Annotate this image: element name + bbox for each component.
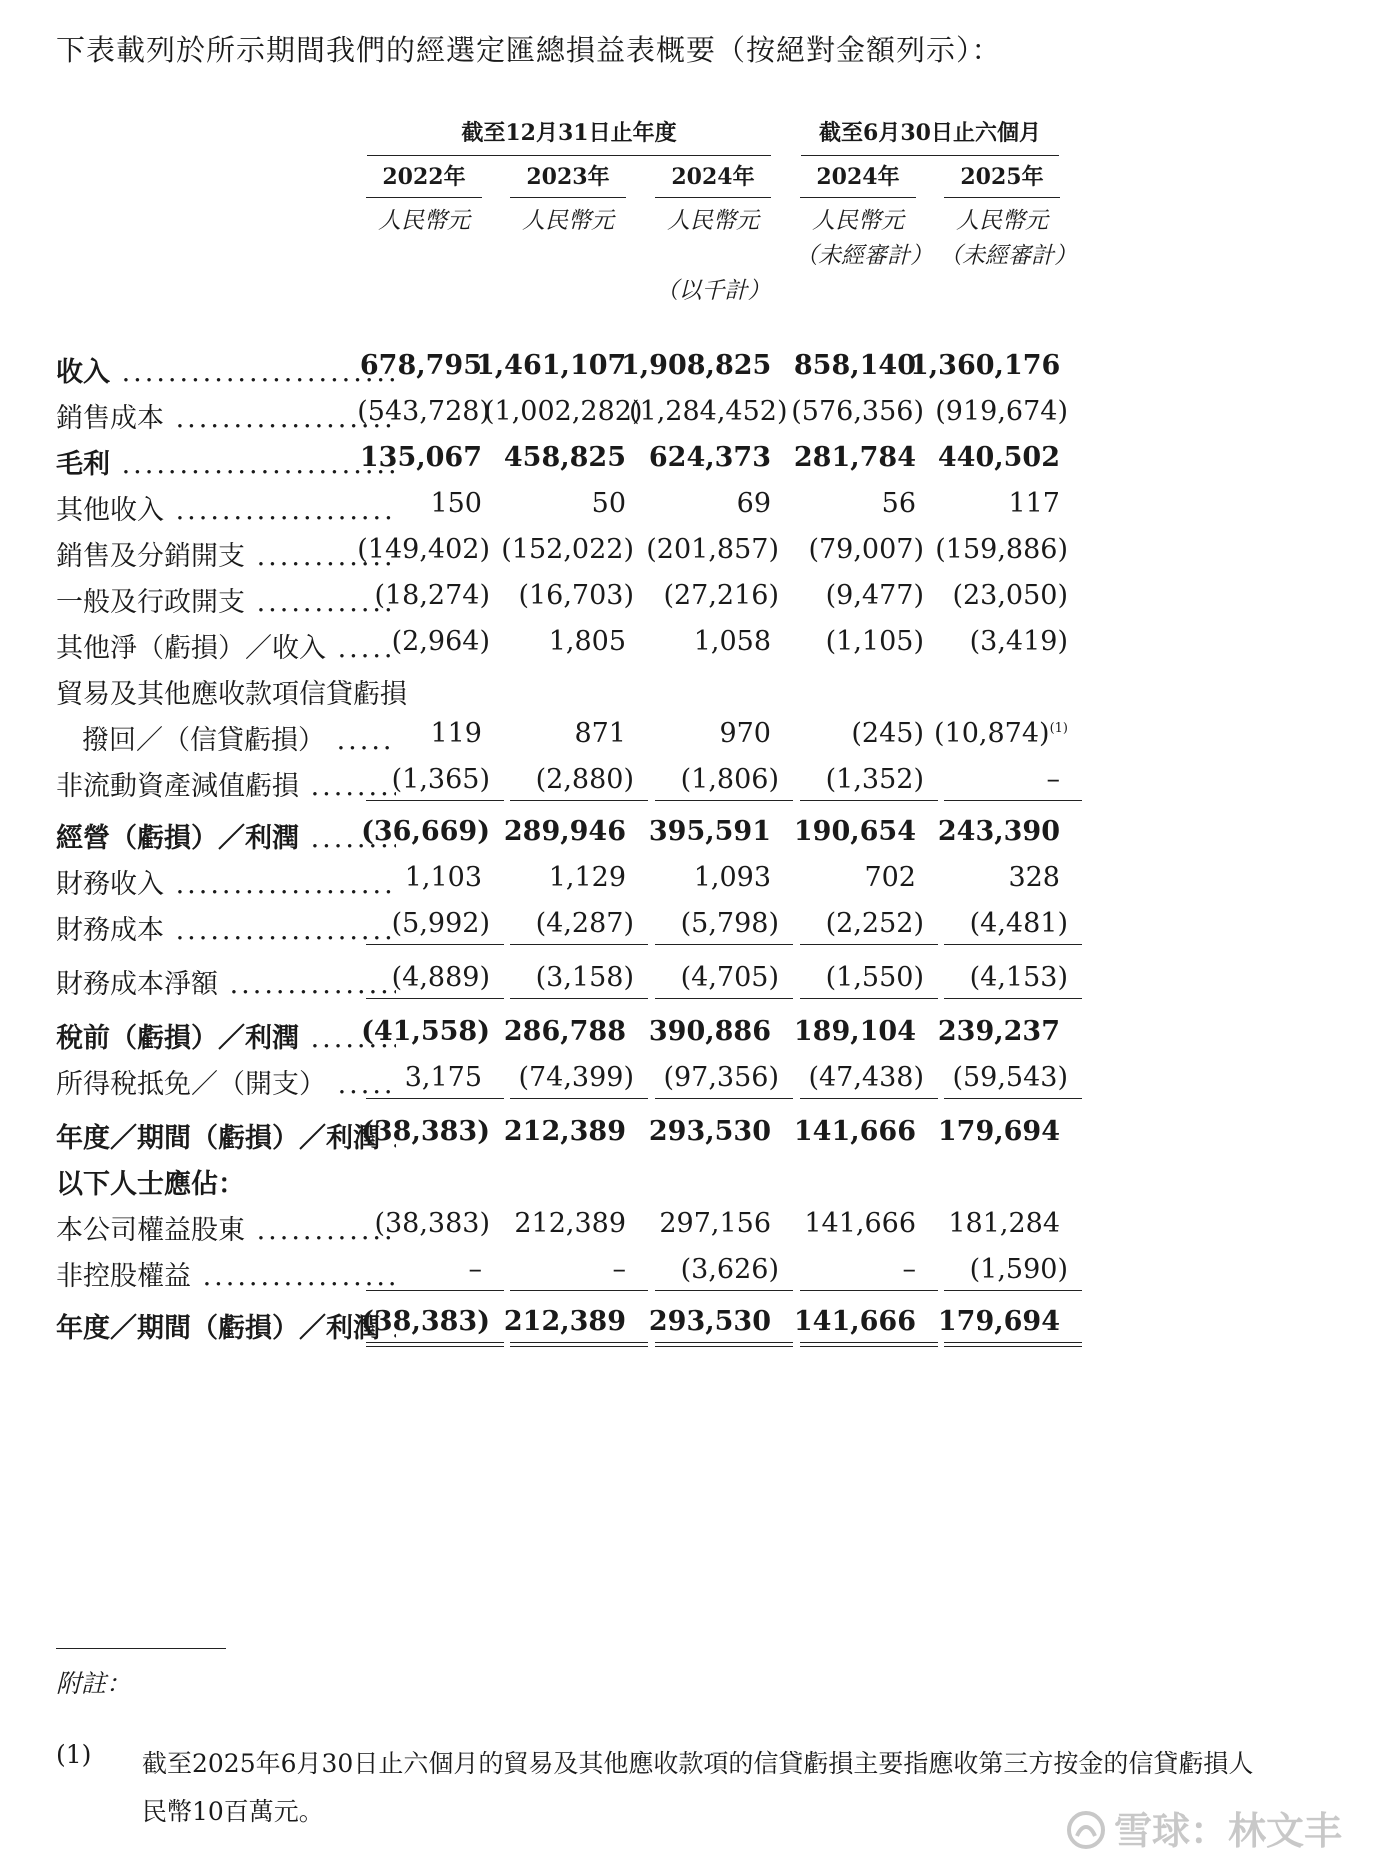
row-value: (27,216) <box>663 580 779 611</box>
row-value: 970 <box>719 718 771 749</box>
footnote-number: (1) <box>56 1740 92 1769</box>
row-label: 毛利 ..... <box>56 442 396 481</box>
row-value: 179,694 <box>937 1306 1060 1337</box>
row-value: (79,007) <box>808 534 924 565</box>
subtotal-rule <box>366 1290 504 1291</box>
header-year: 2024年 <box>800 160 916 198</box>
subtotal-rule <box>655 998 793 999</box>
row-value: 212,389 <box>503 1306 626 1337</box>
header-unaudited: （未經審計） <box>939 243 1077 269</box>
row-value: 289,946 <box>503 816 626 847</box>
row-value: 56 <box>881 488 916 519</box>
subtotal-rule <box>800 1098 938 1099</box>
subtotal-rule <box>366 800 504 801</box>
footnote-rule <box>56 1648 226 1649</box>
row-value: (23,050) <box>952 580 1068 611</box>
row-value: – <box>612 1254 626 1285</box>
header-year: 2024年 <box>655 160 771 198</box>
footnote-marker: (1) <box>1049 721 1068 736</box>
total-double-rule <box>944 1342 1082 1347</box>
subtotal-rule <box>655 944 793 945</box>
row-value: (4,705) <box>680 962 779 993</box>
row-value: 141,666 <box>793 1306 916 1337</box>
subtotal-rule <box>366 998 504 999</box>
subtotal-rule <box>655 1290 793 1291</box>
row-value: (543,728) <box>357 396 490 427</box>
row-value: 1,908,825 <box>621 350 772 381</box>
row-value: 69 <box>736 488 771 519</box>
row-value: (1,550) <box>825 962 924 993</box>
row-value: 702 <box>864 862 916 893</box>
row-value: (3,419) <box>969 626 1068 657</box>
row-label: 其他收入 ..... <box>56 488 396 527</box>
subtotal-rule <box>510 800 648 801</box>
row-value: (36,669) <box>361 816 490 847</box>
row-value: (576,356) <box>791 396 924 427</box>
row-value: 181,284 <box>948 1208 1060 1239</box>
header-currency: 人民幣元 <box>378 208 470 234</box>
watermark-site: 雪球 <box>1114 1809 1191 1853</box>
row-label: 財務收入 ..... <box>56 862 396 901</box>
row-label: 收入 ..... <box>56 350 396 389</box>
row-value: 293,530 <box>648 1306 771 1337</box>
row-value: 150 <box>430 488 482 519</box>
subtotal-rule <box>510 998 648 999</box>
row-value: 440,502 <box>937 442 1060 473</box>
row-value: – <box>468 1254 482 1285</box>
row-value: (159,886) <box>935 534 1068 565</box>
row-value: 286,788 <box>503 1016 626 1047</box>
row-label: 其他淨（虧損）／收入 ..... <box>56 626 396 665</box>
row-value: 3,175 <box>404 1062 482 1093</box>
row-value: 281,784 <box>793 442 916 473</box>
row-value: 1,461,107 <box>476 350 627 381</box>
row-label: 銷售成本 ..... <box>56 396 396 435</box>
row-value: 243,390 <box>937 816 1060 847</box>
row-value: 678,795 <box>359 350 482 381</box>
row-value: 190,654 <box>793 816 916 847</box>
row-value: (1,352) <box>825 764 924 795</box>
row-value: (201,857) <box>646 534 779 565</box>
subtotal-rule <box>800 998 938 999</box>
row-value: (74,399) <box>518 1062 634 1093</box>
watermark <box>1066 1800 1342 1855</box>
row-value: (16,703) <box>518 580 634 611</box>
header-currency: 人民幣元 <box>522 208 614 234</box>
subtotal-rule <box>366 944 504 945</box>
row-value: $(10,874)^{(1)}$ <box>934 718 1068 749</box>
subtotal-rule <box>944 998 1082 999</box>
subtotal-rule <box>510 1098 648 1099</box>
total-double-rule <box>366 1342 504 1347</box>
row-label: 本公司權益股東 ..... <box>56 1208 396 1247</box>
row-value: – <box>1046 764 1060 795</box>
row-value: 1,058 <box>693 626 771 657</box>
row-value: (1,002,282) <box>484 396 643 427</box>
row-value: 212,389 <box>514 1208 626 1239</box>
row-label: 財務成本 ..... <box>56 908 396 947</box>
row-value: 1,129 <box>548 862 626 893</box>
row-value: (2,964) <box>391 626 490 657</box>
row-value: 141,666 <box>793 1116 916 1147</box>
row-value: 871 <box>574 718 626 749</box>
row-value: (38,383) <box>374 1208 490 1239</box>
header-year: 2023年 <box>510 160 626 198</box>
row-label: 稅前（虧損）／利潤 ..... <box>56 1016 396 1055</box>
footnote-text: 截至2025年6月30日止六個月的貿易及其他應收款項的信貸虧損主要指應收第三方按金的信貸虧損人民幣10百萬元。 <box>142 1749 1254 1826</box>
row-value: (1,105) <box>825 626 924 657</box>
row-value: 395,591 <box>648 816 771 847</box>
subtotal-rule <box>510 944 648 945</box>
row-label: 經營（虧損）／利潤 ..... <box>56 816 396 855</box>
header-thousands: （以千計） <box>655 278 771 304</box>
row-value: (97,356) <box>663 1062 779 1093</box>
row-value: 189,104 <box>793 1016 916 1047</box>
row-value: 239,237 <box>937 1016 1060 1047</box>
watermark-separator: ： <box>1190 1809 1229 1853</box>
header-year: 2025年 <box>944 160 1060 198</box>
row-value: (4,287) <box>535 908 634 939</box>
row-value: (3,626) <box>680 1254 779 1285</box>
header-currency: 人民幣元 <box>956 208 1048 234</box>
row-value: 135,067 <box>359 442 482 473</box>
subtotal-rule <box>800 944 938 945</box>
row-value: 328 <box>1008 862 1060 893</box>
subtotal-rule <box>655 800 793 801</box>
row-value: (2,252) <box>825 908 924 939</box>
row-label: 非流動資產減值虧損 ..... <box>56 764 396 803</box>
row-label: 銷售及分銷開支 ..... <box>56 534 396 573</box>
row-label: 以下人士應佔： <box>56 1169 245 1200</box>
row-label: 年度／期間（虧損）／利潤 ..... <box>56 1306 396 1345</box>
row-value: 1,360,176 <box>910 350 1061 381</box>
subtotal-rule <box>655 1098 793 1099</box>
row-value: 117 <box>1008 488 1060 519</box>
header-currency: 人民幣元 <box>812 208 904 234</box>
row-value: (18,274) <box>374 580 490 611</box>
subtotal-rule <box>366 1098 504 1099</box>
row-value: 50 <box>591 488 626 519</box>
row-value: (38,383) <box>361 1306 490 1337</box>
subtotal-rule <box>800 1290 938 1291</box>
subtotal-rule <box>944 944 1082 945</box>
row-value: – <box>902 1254 916 1285</box>
total-double-rule <box>800 1342 938 1347</box>
total-double-rule <box>510 1342 648 1347</box>
footnote-heading: 附註： <box>56 1669 132 1698</box>
row-value: 212,389 <box>503 1116 626 1147</box>
watermark-author: 林文丰 <box>1228 1809 1343 1853</box>
row-value: (245) <box>851 718 924 749</box>
total-double-rule <box>655 1342 793 1347</box>
subtotal-rule <box>944 1290 1082 1291</box>
row-value: 390,886 <box>648 1016 771 1047</box>
row-label: 一般及行政開支 ..... <box>56 580 396 619</box>
row-value: 458,825 <box>503 442 626 473</box>
header-group-full-year: 截至12月31日止年度 <box>367 116 771 156</box>
subtotal-rule <box>944 800 1082 801</box>
row-value: 858,140 <box>793 350 916 381</box>
header-year: 2022年 <box>366 160 482 198</box>
row-value: (149,402) <box>357 534 490 565</box>
row-label: 年度／期間（虧損）／利潤 ..... <box>56 1116 396 1155</box>
row-value: (59,543) <box>952 1062 1068 1093</box>
row-value: (1,590) <box>969 1254 1068 1285</box>
intro-text: 下表載列於所示期間我們的經選定匯總損益表概要（按絕對金額列示）： <box>56 33 1002 67</box>
row-value: (1,365) <box>391 764 490 795</box>
row-value: 141,666 <box>804 1208 916 1239</box>
row-value: 179,694 <box>937 1116 1060 1147</box>
row-value: 624,373 <box>648 442 771 473</box>
row-label: 撥回／（信貸虧損） ..... <box>56 718 396 757</box>
header-group-six-months: 截至6月30日止六個月 <box>801 116 1059 156</box>
row-value: (47,438) <box>808 1062 924 1093</box>
row-value: (41,558) <box>361 1016 490 1047</box>
header-currency: 人民幣元 <box>667 208 759 234</box>
row-value: 1,103 <box>404 862 482 893</box>
row-value: (4,481) <box>969 908 1068 939</box>
row-value: (4,153) <box>969 962 1068 993</box>
row-value: (1,284,452) <box>629 396 788 427</box>
row-value: (3,158) <box>535 962 634 993</box>
row-value: (5,992) <box>391 908 490 939</box>
row-label: 非控股權益 ..... <box>56 1254 396 1293</box>
row-value: 1,093 <box>693 862 771 893</box>
row-value: (9,477) <box>825 580 924 611</box>
subtotal-rule <box>510 1290 648 1291</box>
header-unaudited: （未經審計） <box>795 243 933 269</box>
row-label: 所得稅抵免／（開支） ..... <box>56 1062 396 1101</box>
row-value: (2,880) <box>535 764 634 795</box>
snowball-logo-icon <box>1066 1810 1106 1850</box>
subtotal-rule <box>800 800 938 801</box>
row-value: 297,156 <box>659 1208 771 1239</box>
subtotal-rule <box>944 1098 1082 1099</box>
row-value: 119 <box>430 718 482 749</box>
row-value: (1,806) <box>680 764 779 795</box>
row-value: 293,530 <box>648 1116 771 1147</box>
row-value: (5,798) <box>680 908 779 939</box>
row-value: (152,022) <box>501 534 634 565</box>
row-label: 貿易及其他應收款項信貸虧損 <box>56 679 407 710</box>
row-label: 財務成本淨額 ..... <box>56 962 396 1001</box>
row-value: (4,889) <box>391 962 490 993</box>
row-value: (919,674) <box>935 396 1068 427</box>
row-value: (38,383) <box>361 1116 490 1147</box>
row-value: 1,805 <box>548 626 626 657</box>
